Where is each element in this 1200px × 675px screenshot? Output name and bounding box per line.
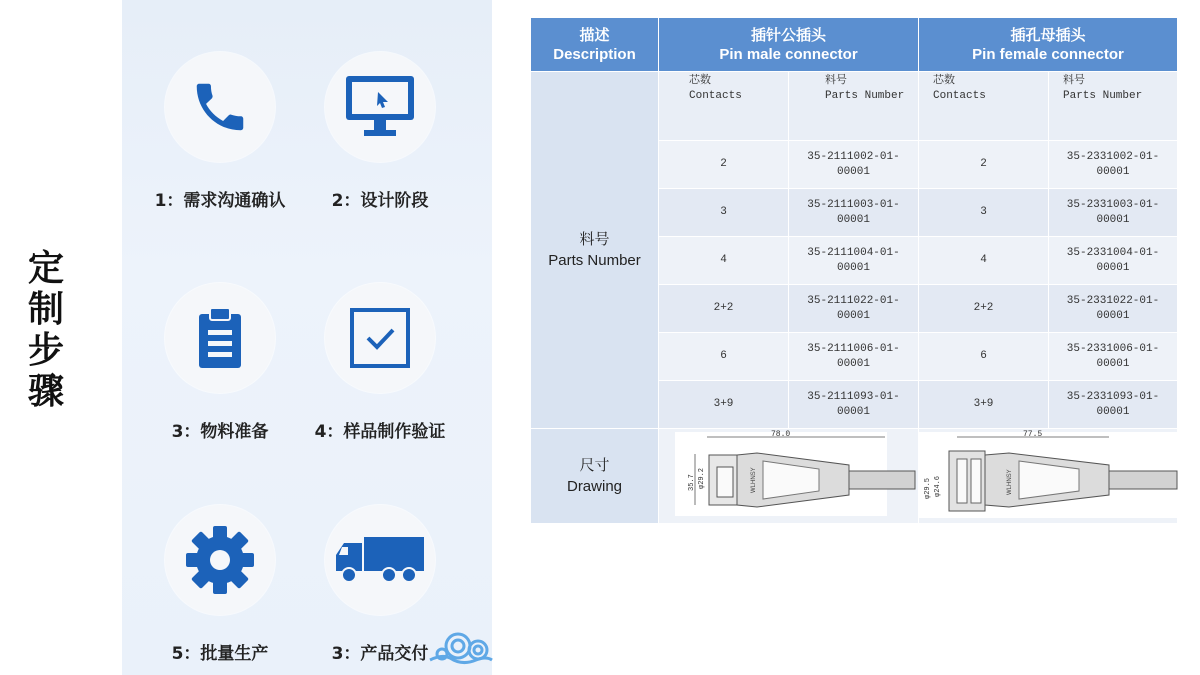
female-connector-drawing-image	[919, 429, 1178, 519]
svg-text:WLHNSY: WLHNSY	[1007, 469, 1013, 495]
male-connector-drawing	[659, 429, 919, 524]
step-icon-circle	[325, 52, 435, 162]
subheader-parts-number: 料号 Parts Number	[789, 72, 919, 141]
header-male: 插针公插头 Pin male connector	[659, 18, 919, 72]
spec-table	[530, 17, 1178, 524]
title-char: 步	[27, 330, 64, 371]
truck-icon	[334, 535, 426, 585]
male-contacts-cell: 3+9	[659, 381, 789, 429]
step-1	[140, 52, 300, 211]
female-part-number-cell: 35-2331003-01- 00001	[1049, 189, 1178, 237]
title-char: 制	[27, 289, 64, 330]
female-contacts-cell: 2+2	[919, 285, 1049, 333]
table-header-row	[531, 18, 1178, 72]
phone-icon	[189, 76, 251, 138]
female-connector-drawing	[919, 429, 1178, 524]
svg-text:φ29.5: φ29.5	[924, 477, 932, 499]
step-label: 1：需求沟通确认	[154, 191, 286, 211]
male-part-number-cell: 35-2111004-01- 00001	[789, 237, 919, 285]
step-label: 5：批量生产	[171, 644, 269, 664]
female-contacts-cell: 6	[919, 333, 1049, 381]
female-contacts-cell: 4	[919, 237, 1049, 285]
step-4	[300, 283, 460, 442]
male-contacts-cell: 6	[659, 333, 789, 381]
male-part-number-cell: 35-2111093-01- 00001	[789, 381, 919, 429]
svg-text:φ24.6: φ24.6	[934, 475, 942, 497]
step-label: 4：样品制作验证	[314, 422, 446, 442]
page-vertical-title	[22, 248, 70, 412]
subheader-parts-number: 料号 Parts Number	[1049, 72, 1178, 141]
step-5	[140, 505, 300, 664]
step-label: 3：物料准备	[171, 422, 269, 442]
male-part-number-cell: 35-2111006-01- 00001	[789, 333, 919, 381]
svg-text:77.5: 77.5	[1023, 430, 1043, 439]
step-icon-circle	[165, 505, 275, 615]
parts-number-label: 料号 Parts Number	[531, 72, 659, 429]
step-icon-circle	[325, 505, 435, 615]
male-part-number-cell: 35-2111022-01- 00001	[789, 285, 919, 333]
svg-text:78.0: 78.0	[771, 430, 791, 439]
header-description: 描述 Description	[531, 18, 659, 72]
female-part-number-cell: 35-2331004-01- 00001	[1049, 237, 1178, 285]
female-part-number-cell: 35-2331093-01- 00001	[1049, 381, 1178, 429]
svg-text:35.7: 35.7	[688, 474, 696, 491]
clipboard-icon	[195, 306, 245, 370]
step-3	[140, 283, 300, 442]
male-contacts-cell: 4	[659, 237, 789, 285]
step-icon-circle	[325, 283, 435, 393]
male-connector-drawing-image	[659, 429, 917, 519]
subheader-contacts: 芯数 Contacts	[919, 72, 1049, 141]
drawing-row	[531, 429, 1178, 524]
female-part-number-cell: 35-2331022-01- 00001	[1049, 285, 1178, 333]
male-contacts-cell: 3	[659, 189, 789, 237]
title-char: 骤	[27, 371, 64, 412]
steps-panel	[122, 0, 492, 675]
title-char: 定	[27, 248, 64, 289]
step-icon-circle	[165, 283, 275, 393]
female-part-number-cell: 35-2331006-01- 00001	[1049, 333, 1178, 381]
header-female: 插孔母插头 Pin female connector	[919, 18, 1178, 72]
step-icon-circle	[165, 52, 275, 162]
svg-text:WLHNSY: WLHNSY	[751, 467, 757, 493]
female-part-number-cell: 35-2331002-01- 00001	[1049, 141, 1178, 189]
cloud-decoration-icon	[428, 624, 494, 674]
step-label: 2：设计阶段	[331, 191, 429, 211]
subheader-contacts: 芯数 Contacts	[659, 72, 789, 141]
male-contacts-cell: 2+2	[659, 285, 789, 333]
gear-icon	[184, 524, 256, 596]
svg-text:φ29.2: φ29.2	[698, 467, 706, 489]
female-contacts-cell: 3	[919, 189, 1049, 237]
drawing-label: 尺寸 Drawing	[531, 429, 659, 524]
female-contacts-cell: 3+9	[919, 381, 1049, 429]
table-subheader-row	[531, 72, 1178, 141]
step-label: 3：产品交付	[331, 644, 429, 664]
checkbox-icon	[349, 307, 411, 369]
monitor-icon	[344, 74, 416, 140]
male-part-number-cell: 35-2111003-01- 00001	[789, 189, 919, 237]
female-contacts-cell: 2	[919, 141, 1049, 189]
step-2	[300, 52, 460, 211]
male-part-number-cell: 35-2111002-01- 00001	[789, 141, 919, 189]
male-contacts-cell: 2	[659, 141, 789, 189]
